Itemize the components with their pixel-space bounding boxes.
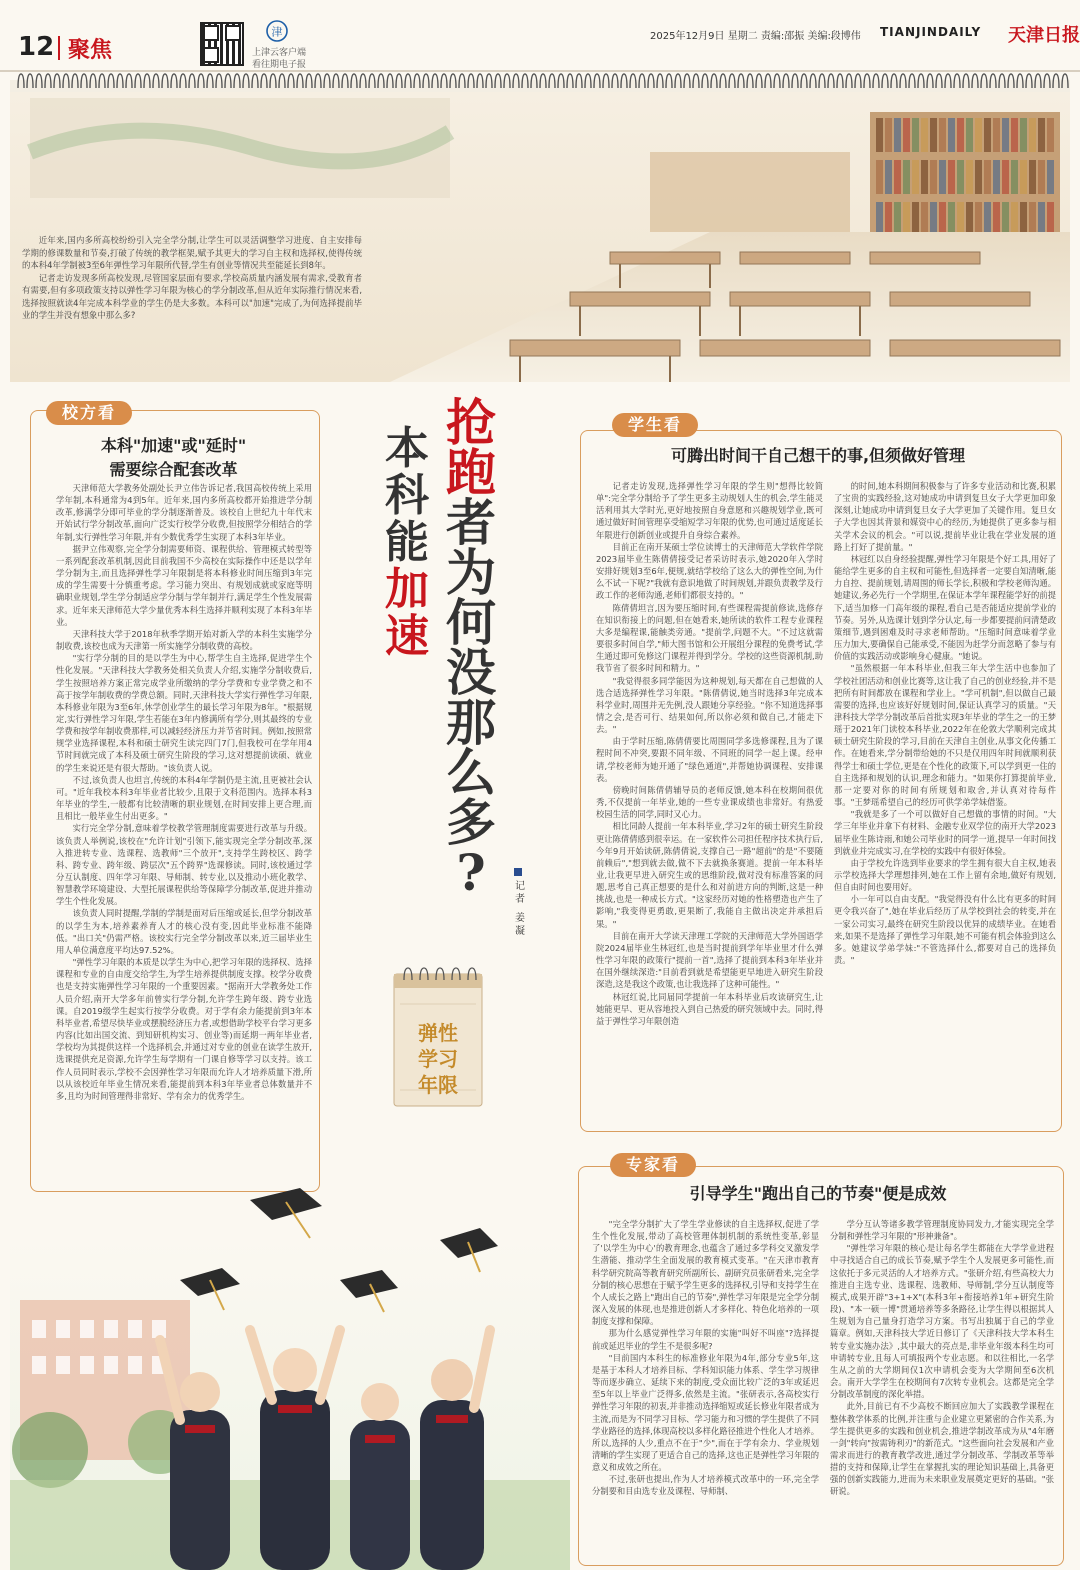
article-paragraph: 学分互认等诸多教学管理制度协同发力,才能实现完全学分制和弹性学习年限的"形神兼备"。 <box>830 1219 1054 1242</box>
headline-character: 么 <box>446 743 496 802</box>
byline-character: 姜 <box>515 913 525 924</box>
header-divider <box>58 36 60 60</box>
dateline: 2025年12月9日 星期二 责编:邵振 美编:段博伟 <box>650 31 861 42</box>
graduation-illustration <box>10 1180 570 1570</box>
article-paragraph: 不过,该负责人也坦言,传统的本科4年学制仍是主流,且更被社会认可。"近年我校本科3年毕业者比较少,且限于文科范围内。选择本科3年毕业的学生,一般都有比较清晰的职业规划,在时间安排上更合理,而且相比一般毕业生付出更多。" <box>56 774 312 822</box>
tag-expert-view: 专家看 <box>610 1153 696 1177</box>
student-article-column-1 <box>596 480 823 1120</box>
article-paragraph: 相比同龄人提前一年本科毕业,学习2年的硕士研究生阶段更让陈倩倩感到很幸运。在一家软件公司担任程序技术执行后,今年9月开始读研,陈倩倩说,支撑自己一路"超前"的是"不要随前赖后","想到就去做,做不下去就换条赛道。提前一年本科毕业,让我更早进入研究生或的思维阶段,做对没有标准答案的问题,思考自己真正想要的是什么和对前进方向的判断,这是一种挑战,也是一种成长方式。"这家经历对她的性格塑造也产生了影响,"我变得更勇敢,更果断了,我能自主做出决定并承担后果。" <box>596 821 823 929</box>
expert-article-column-1 <box>592 1218 819 1560</box>
app-promo-line2: 看往期电子报 <box>252 60 307 70</box>
masthead-chinese: 天津日报 <box>1008 25 1080 46</box>
article-paragraph: "弹性学习年限的核心是让每名学生都能在大学学业进程中寻找适合自己的成长节奏,赋予学生个人发展更多可能性,而这依托于多元灵活的人才培养方式。"张研介绍,有些高校大力推进自主选专业、选课程、选教师、导师制,学分互认制度等模式,成果开辟"3+1+X"(本科3年+衔接培养1年+研究生阶段)、"本一硕一博"贯通培养等多条路径,让学生得以根据其人生规划为自己量身打造学习方案。书写出独属于自己的学业篇章。例如,天津科技大学近日修订了《天津科技大学本科生转专业实施办法》,其中最大的亮点是,非毕业年级本科生均可申请转专业,且每人可填报两个专业志愿。和以往相比,一名学生从之前的大学期间仅1次申请机会变为大学期间至6次机会。南开大学学生在校期间有7次转专业机会。这都是完全学分制改革制度的深化举措。 <box>830 1243 1054 1400</box>
calendar-line: 弹性 <box>418 1021 458 1045</box>
article-paragraph: 目前在南开大学读天津理工学院的天津师范大学外国语学院2024届毕业生林冠红,也是当时提前到学年毕业里才什么弹性学习年限的政策行"提前一首",选择了提前到本科3年毕业并在国外继续深造:"目前看到就是希望能更早地进入研究生阶段深造,这是我这个政策,也让我选择了这种可能性。" <box>596 930 823 990</box>
headline-character: 科 <box>385 470 429 521</box>
school-section-heading <box>36 434 311 482</box>
article-paragraph: 此外,目前已有不少高校不断回应加大了实践教学课程在整体教学体系的比例,并注重与企业建立更紧密的合作关系,为学生提供更多的实践和创业机会,推进学制改革成为从"4年磨一剑"转向"按需铸利刃"的新范式。"这些面向社会发展和产业需求而进行的教育教学改进,通过学分制改革、学制改革等举措的支持和保障,让学生在掌握扎实的理论知识基础上,具备更强的创新实践能力,进而为未来职业发展奠定更好的基础。"张研说。 <box>830 1401 1054 1497</box>
expert-article-column-2 <box>830 1218 1054 1560</box>
tag-student-view: 学生看 <box>612 413 698 437</box>
byline-character: 者 <box>515 894 525 905</box>
article-paragraph: "完全学分制扩大了学生学业修读的自主选择权,促进了学生个性化发展,带动了高校管理体制机制的系统性变革,彰显了'以学生为中心'的教育理念,也蕴含了通过多学科交叉激发学生潜能、推动学生全面发展的教育模式变革。"在天津市教育科学研究院高等教育研究所副所长、副研究员张研看来,完全学分制的核心思想在于赋予学生更多的选择权,引导和支持学生在个人成长之路上"跑出自己的节奏",弹性学习年限是完全学分制深入发展的体现,也是推进创新人才多样化、特色化培养的一项制度支撑和保障。 <box>592 1219 819 1327</box>
app-promo-line1: 上津云客户端 <box>252 48 307 58</box>
article-paragraph: "我觉得很多同学能因为这种规划,每天都在自己想做的人选合适选择弹性学习年限。"陈倩倩说,她当时选择3年完成本科学业时,周围并无先例,没人跟她分享经验。"你不知道选择事情之会,是否可行、结果如何,所以你必须和做自己,才能走下去。" <box>596 675 823 735</box>
article-paragraph: 的时间,她本科期间积极参与了许多专业活动和比赛,积累了宝贵的实践经验,这对她成功申请到复旦女子大学更加印象深刻,让她成功申请到复旦女子大学更加了关键作用。复旦女子大学也因其背景和媒资中心的经历,为她提供了更多参与相关学术会议的机会。"可以说,提前毕业让我在学业发展的道路上打好了提前量。" <box>834 481 1056 552</box>
calendar-line: 学习 <box>418 1047 458 1071</box>
article-paragraph: 林冠红以自身经验提醒,弹性学习年限是个好工具,用好了能给学生更多的自主权和可能性,但选择者一定要自知清晰,能力自控、提前规划,请周围的师长学长,积极和学校老师沟通。她建议,务必先行一个学期里,在保证本学年课程能学好的前提下,适当加修一门高年级的课程,看自己是否能适应提前学业的节奏。另外,从选课计划到学分认定,每一步都要提前问清楚政策细节,遇到困难及时寻求老师帮助。"压缩时间意味着学业压力加大,要确保自己能承受,不能因为赶学分而忽略了参与有价值的实践活动或影响身心健康。"她说。 <box>834 553 1056 662</box>
article-paragraph: 不过,张研也提出,作为人才培养模式改革中的一环,完全学分制要和目由选专业及课程、导师制、 <box>592 1474 819 1497</box>
headline-character: 那 <box>446 693 496 752</box>
calendar-line: 年限 <box>418 1073 458 1097</box>
article-paragraph: 那为什么感觉弹性学习年限的实施"叫好不叫座"?选择提前或延迟毕业的学生不是很多呢? <box>592 1328 819 1351</box>
tag-school-view: 校方看 <box>46 401 132 425</box>
headline-character: 本 <box>385 423 429 474</box>
article-paragraph: "弹性学习年限的本质是以学生为中心,把学习年限的选择权、选择课程和专业的自由度交给学生,为学生培养提供制度支撑。校学分收费也是支持实施弹性学习年限的一个重要因素。"据南开大学教务处工作人员介绍,南开大学多年前曾实行学分制,允许学生跨年级、跨专业选课。自2019级学生起实行按学分收费。对于学有余力能提前到3年本科毕业者,希望尽快毕业或摆脱经济压力者,或想借助学校平台学习更多内容(比如出国交流、到知研机构实习、创业等)而延期一两年毕业者,学校均为其提供这样一个选择机会,并通过对专业的创业在读学生放开,选课提供充足资源,允许学生每学期有一门课自修等学习以支持。该工作人员同时表示,学校不会因弹性学习年限而允许人才培养质量下滑,所以从该校近年毕业生情况来看,能提前到本科3年毕业者总体数量并不多,且均为时间管理得非常好、学有余力的优秀学生。 <box>56 957 312 1101</box>
article-paragraph: "虽然根据一年本科毕业,但我三年大学生活中也参加了学校社团活动和创业比赛等,这让我了自己的创业经验,并不是把所有时间都放在课程和学业上。"学可机制",但以做自己最需要的选择,也应该好好规划时间,保证认真学习的质量。"天津科技大学学分制改革后首批实现3年毕业的学生之一的王梦瑶于2021年门读校本科毕业,2022年在伦敦大学顺利完成其硕士研究生阶段的学习,目前在天津自主创业,从事文化传播工作。在她看来,学分制带给她的不只是仅用四年时间就顺利获得学士和硕士学位,更是在个性化的政策下,可以学到更一住的自主选择和规划的认识,理念和能力。"如果你打算提前毕业,那一定要对你的时间有所规划和取舍,并认真对待每件事。"王梦瑶希望自己的经历可供学弟学妹借鉴。 <box>834 663 1056 808</box>
headline-character: 跑 <box>446 443 496 502</box>
article-paragraph: 目前正在南开某硕士学位读博士的天津师范大学软件学院2023届毕业生陈倩倩接受记者采访时表示,她2020年入学时安排好规划3至6年,便规,就结学校给了这么大的弹性空间,为什么不试一下呢?"我就有意识地做了时间规划,并跟负责教学及行政工作的老师沟通,老师们都很支持的。" <box>596 541 823 601</box>
headline-column-2 <box>440 393 502 902</box>
calendar-text <box>395 1020 481 1098</box>
app-logo-icon[interactable] <box>262 20 292 42</box>
article-paragraph: 据尹立伟观察,完全学分制需要师资、课程供给、管理模式转型等一系列配套改革机制,因此目前我国不少高校在实际操作中还是以学年学分制为主,而且选择弹性学习年限制是将本科修业时间压缩到3年完成的学生需要十分慎重考虑。学习能力突出、有规划成就或家庭等明确职业规划,学生学分制适应学分制与学年制并行,满足学生个性发展需求。近年来天津师范大学少量优秀本科生选择并顺利实现了本科3年毕业。 <box>56 543 312 627</box>
byline <box>513 880 527 938</box>
section-title: 聚焦 <box>68 38 113 63</box>
byline-character: 凝 <box>515 926 525 937</box>
article-paragraph: 林冠红说,比同届同学提前一年本科毕业后攻读研究生,让她能更早、更从容地投入到自己热爱的研究领域中去。同时,得益于弹性学习年限创造 <box>596 991 823 1026</box>
masthead-english: TIANJINDAILY <box>880 25 982 39</box>
article-paragraph: 由于学时压缩,陈倩倩要比周围同学多选修课程,且为了课程时间不冲突,要跟不同年级、不同班的同学一起上课。经申请,学校老师为她开通了"绿色通道",并帮她协调课程、安排课表。 <box>596 736 823 783</box>
headline-character: 者 <box>446 493 496 552</box>
article-paragraph: "实行学分制的目的是以学生为中心,帮学生自主选择,促进学生个性化发展。"天津科技大学教务处相关负责人介绍,实施学分制收费后,学生按照培养方案正常完成学业所缴纳的学分学费和专业学费之和不高于按学年制收费的学费总额。同时,天津科技大学实行弹性学习年限,本科修业年限为3至6年,休学创业学生的最长学习年限为8年。"根据规定,实行弹性学习年限,学生若能在3年内修满所有学分,则其最终的专业学费和按学年制收费那样,可以减轻经济压力并节省时间。例如,按照常规学业选择课程,本科和硕士研究生读完四门7门,但我校可在学年用4节时间就完成了本科及硕士研究生阶段的学习,这对想提前读硕、就业的学生来说还是有很大帮助。"该负责人说。 <box>56 653 312 773</box>
article-paragraph: 陈倩倩坦言,因为要压缩时间,有些课程需提前修读,选修存在知识衔接上的问题,但在她看来,她所读的软件工程专业课程大多是编程课,能触类旁通。"提前学,问题不大。"不过这就需要很多时间自学,"师大图书馆和公开展组分课程的免费考试,学生通过即可免修这门课程并得到学分。学校的这些资源机制,助我节省了很多时间和精力。" <box>596 602 823 674</box>
headline-character: 没 <box>446 643 496 702</box>
headline-character: 为 <box>446 543 496 602</box>
spiral-binding <box>10 70 1070 94</box>
expert-section-heading: 引导学生"跑出自己的节奏"便是成效 <box>689 1184 947 1203</box>
school-heading-line1: 本科"加速"或"延时" <box>100 436 247 455</box>
headline-column-1 <box>380 425 434 660</box>
article-paragraph: 傍晚时间陈倩倩辅导员的老师反馈,她本科在校期间很优秀,不仅提前一年毕业,她的一些专业课成绩也非常好。有热爱校园生活的同学,同时又心力。 <box>596 784 823 820</box>
headline-character: 何 <box>446 593 496 652</box>
article-paragraph: 由于学校允许选到毕业要求的学生拥有很大自主权,她表示学校选择大学理想排列,她在工作上留有余地,做好有规划,但自由时间也要用好。 <box>834 857 1056 893</box>
school-article <box>56 482 312 1182</box>
byline-marker <box>514 868 522 876</box>
qr-code-icon[interactable] <box>200 22 244 66</box>
article-paragraph: 该负责人同时提醒,学制的学制是面对后压缩或延长,但学分制改革的以学生为本,培养素养育人才的核心没有变,因此毕业标准不能降低。"出口关"仍需严格。该校实行完全学分制改革以来,近三届毕业生用人单位满意度平均达97.52%。 <box>56 908 312 955</box>
intro-paragraph: 记者走访发现多所高校发现,尽管国家层面有要求,学校高质量内涵发展有需求,受教育者有需要,但有多项政策支持以弹性学习年限为核心的学分制改革,但从近年实际推行情况来看,选择按照就读4年完成本科学业的学生仍是大多数。本科可以"加速"完成了,为何选择提前毕业的学生并没有想象中那么多? <box>22 272 362 320</box>
headline-character: 速 <box>385 611 429 662</box>
student-section-heading: 可腾出时间干自己想干的事,但须做好管理 <box>670 446 966 465</box>
byline-character: 记 <box>515 881 525 892</box>
headline-character: 多 <box>446 793 496 852</box>
student-article-column-2 <box>834 480 1056 1120</box>
article-paragraph: 实行完全学分制,意味着学校教学管理制度需要进行改革与升级。该负责人举例说,该校在"允许计划"引领下,能实现完全学分制改革,深入推进转专业、选课程、选教师"三个放开",支持学生跨校区、跨学科、跨专业、跨年级、跨层次"五个跨界"选课修读。同时,该校通过学分互认制度、四年学习年限、导师制、转专业,以及推动小班化教学、智慧教学环境建设、大型托展课程供给等保障学分制改革,促进并推动学生个性化发展。 <box>56 823 312 907</box>
article-paragraph: 天津科技大学于2018年秋季学期开始对新入学的本科生实施学分制收费,该校也成为天津第一所实施学分制收费的高校。 <box>56 628 312 652</box>
intro-text <box>22 234 362 322</box>
headline-character: 抢 <box>446 393 496 452</box>
article-paragraph: 小一年可以自由支配。"我觉得没有什么比有更多的时间更令我兴奋了",她在毕业后经历了从学校到社会的转变,并在一家公司实习,最终在研究生阶段以优异的成绩毕业。在她看来,如果不是选择了弹性学习年限,她不可能有机会体验到这么多。她建议学弟学妹:"不管选择什么,都要对自己的选择负责。" <box>834 894 1056 966</box>
page-number: 12 <box>18 32 55 62</box>
intro-paragraph: 近年来,国内多所高校纷纷引入完全学分制,让学生可以灵活调整学习进度、自主安排每学期的修课数量和节奏,打破了传统的教学框架,赋予其更大的学习自主权和选择权,使得传统的本科4年学制被3至6年弹性学习年限所代替,学生有创业等情况共至能延长到8年。 <box>22 235 362 270</box>
article-paragraph: "我就是多了一个可以做好自己想做的事情的时间。"大学三年毕业并拿下有材料、金融专业双学位的南开大学2023届毕业生陈诗雨,和她公司毕业时的同学一道,提早一年时间找到就业并完成实习,在学校的实践中有很好体验。 <box>834 809 1056 856</box>
school-heading-line2: 需要综合配套改革 <box>109 460 238 479</box>
article-paragraph: 记者走访发现,选择弹性学习年限的学生则"想得比较简单":完全学分制给予了学生更多主动规划人生的机会,学生能灵活利用其大学时光,更好地按照自身意愿和兴趣规划学业,既可通过做好时间管理享受缩短学习年限的优势,也可通过适度延长年限进行创新创业或提升自身综合素养。 <box>596 481 823 540</box>
headline-character: 能 <box>385 517 429 568</box>
article-paragraph: "目前国内本科生的标准修业年限为4年,部分专业5年,这是基于本科人才培养目标、学科知识能力体系、学生学习规律等而逐步确立、延续下来的制度,受众面比较广泛的3年或延迟至5年以上毕业广泛得多,依然是主流。"张研表示,各高校实行弹性学习年限的初衷,并非推动选择缩短或延长修业年限者成为主流,而是为不同学习目标、学习能力和习惯的学生提供了不同学业路径的选择,体现高校以多样化路径推进个性化人才培养。所以,选择的人少,重点不在于"少",而在于学有余力、学业规划清晰的学生实现了更适合自己的选择,这也正是弹性学习年限的意义和成效之所在。 <box>592 1352 819 1473</box>
headline-character: 加 <box>385 564 429 615</box>
svg-text:津: 津 <box>271 25 283 39</box>
article-paragraph: 天津师范大学教务处副处长尹立伟告诉记者,我国高校传统上采用学年制,本科通常为4到5年。近年来,国内多所高校都开始推进学分制改革,修满学分即可毕业的学分制逐渐普及。该校自上世纪九十年代末开始试行学分制改革,面向广泛实行校学分收费,但按照学分相结合的学年制,实行弹性学习年限,并有少数优秀学生实现了本科3年毕业。 <box>56 483 312 542</box>
headline-character: ? <box>456 843 486 902</box>
